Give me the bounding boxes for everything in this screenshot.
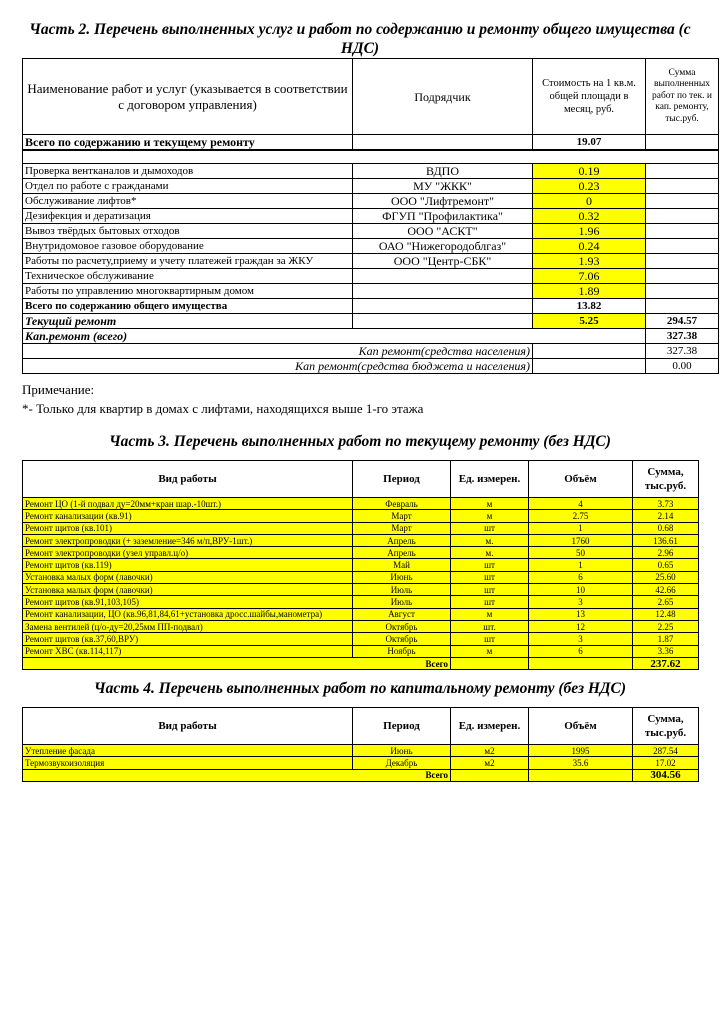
total-common-row: Всего по содержанию общего имущества 13.82 xyxy=(23,299,719,314)
service-row: Отдел по работе с гражданами МУ "ЖКК" 0.23 xyxy=(23,179,719,194)
table-row: Ремонт ХВС (кв.114,117) Ноябрь м 6 3.36 xyxy=(23,645,699,657)
table-row: Ремонт электропроводки (+ заземление=346 м/п,ВРУ-1шт.) Апрель м. 1760 136.61 xyxy=(23,534,699,546)
current-repair-table xyxy=(22,460,699,670)
part4-rows xyxy=(23,745,699,770)
table-row: Ремонт щитов (кв.119) Май шт 1 0.65 xyxy=(23,559,699,571)
services-rows xyxy=(23,164,719,299)
service-row: Обслуживание лифтов* ООО "Лифтремонт" 0 xyxy=(23,194,719,209)
part4-total-row: Всего 304.56 xyxy=(23,769,699,781)
capital-repair-table xyxy=(22,707,699,782)
service-row: Вывоз твёрдых бытовых отходов ООО "АСКТ" 1.96 xyxy=(23,224,719,239)
part3-header-row: Вид работы Период Ед. измерен. Объём Сумма, тыс.руб. xyxy=(23,461,699,498)
table-row: Утепление фасада Июнь м2 1995 287.54 xyxy=(23,745,699,757)
table-row: Ремонт электропроводки (узел управл.ц/о) Апрель м. 50 2.96 xyxy=(23,547,699,559)
table-row: Ремонт щитов (кв.101) Март шт 1 0.68 xyxy=(23,522,699,534)
services-header-row xyxy=(23,59,719,135)
table-row: Ремонт канализации, ЦО (кв.96,81,84,61+установка дросс.шайбы,манометра) Август м 13 12.48 xyxy=(23,608,699,620)
notes-text: *- Только для квартир в домах с лифтами, находящихся выше 1-го этажа xyxy=(22,401,424,416)
service-row: Работы по расчету,приему и учету платежей граждан за ЖКУ ООО "Центр-СБК" 1.93 xyxy=(23,254,719,269)
part3-rows xyxy=(23,498,699,658)
service-row: Внутридомовое газовое оборудование ОАО "Нижегородоблгаз" 0.24 xyxy=(23,239,719,254)
service-row: Техническое обслуживание 7.06 xyxy=(23,269,719,284)
header-sum: Сумма выполненных работ по тек. и кап. ремонту, тыс.руб. xyxy=(646,59,719,135)
service-row: Работы по управлению многоквартирным домом 1.89 xyxy=(23,284,719,299)
header-name: Наименование работ и услуг (указывается в соответствии с договором управления) xyxy=(23,59,353,135)
part3-total-row: Всего 237.62 xyxy=(23,657,699,669)
table-row: Установка малых форм (лавочки) Июль шт 10 42.66 xyxy=(23,584,699,596)
part4-title: Часть 4. Перечень выполненных работ по капитальному ремонту (без НДС) xyxy=(93,680,627,697)
table-row: Термозвукоизоляция Декабрь м2 35.6 17.02 xyxy=(23,757,699,769)
services-table xyxy=(22,58,719,374)
spacer-row xyxy=(23,150,719,164)
total-maint-row: Всего по содержанию и текущему ремонту 19.07 xyxy=(23,135,719,151)
table-row: Установка малых форм (лавочки) Июнь шт 6 25.60 xyxy=(23,571,699,583)
header-contractor: Подрядчик xyxy=(353,59,533,135)
table-row: Ремонт щитов (кв.37,60,ВРУ) Октябрь шт 3 1.87 xyxy=(23,633,699,645)
cap-budget-row: Кап ремонт(средства бюджета и населения) 0.00 xyxy=(23,359,719,374)
notes-title: Примечание: xyxy=(22,382,95,397)
part3-title: Часть 3. Перечень выполненных работ по текущему ремонту (без НДС) xyxy=(109,433,611,450)
table-row: Ремонт канализации (кв.91) Март м 2.75 2.14 xyxy=(23,510,699,522)
header-cost: Стоимость на 1 кв.м. общей площади в месяц, руб. xyxy=(533,59,646,135)
current-repair-row: Текущий ремонт 5.25 294.57 xyxy=(23,314,719,329)
part2-title: Часть 2. Перечень выполненных услуг и работ по содержанию и ремонту общего имущества (с НДС) xyxy=(29,21,691,57)
cap-population-row: Кап ремонт(средства населения) 327.38 xyxy=(23,344,719,359)
part4-header-row: Вид работы Период Ед. измерен. Объём Сумма, тыс.руб. xyxy=(23,708,699,745)
table-row: Замена вентилей (ц/о-ду=20,25мм ПП-подвал) Октябрь шт. 12 2.25 xyxy=(23,620,699,632)
table-row: Ремонт щитов (кв.91,103,105) Июль шт 3 2.65 xyxy=(23,596,699,608)
service-row: Дезифекция и дератизация ФГУП "Профилактика" 0.32 xyxy=(23,209,719,224)
table-row: Ремонт ЦО (1-й подвал ду=20мм+кран шар.-10шт.) Февраль м 4 3.73 xyxy=(23,498,699,510)
service-row: Проверка вентканалов и дымоходов ВДПО 0.19 xyxy=(23,164,719,179)
cap-total-row: Кап.ремонт (всего) 327.38 xyxy=(23,329,719,344)
